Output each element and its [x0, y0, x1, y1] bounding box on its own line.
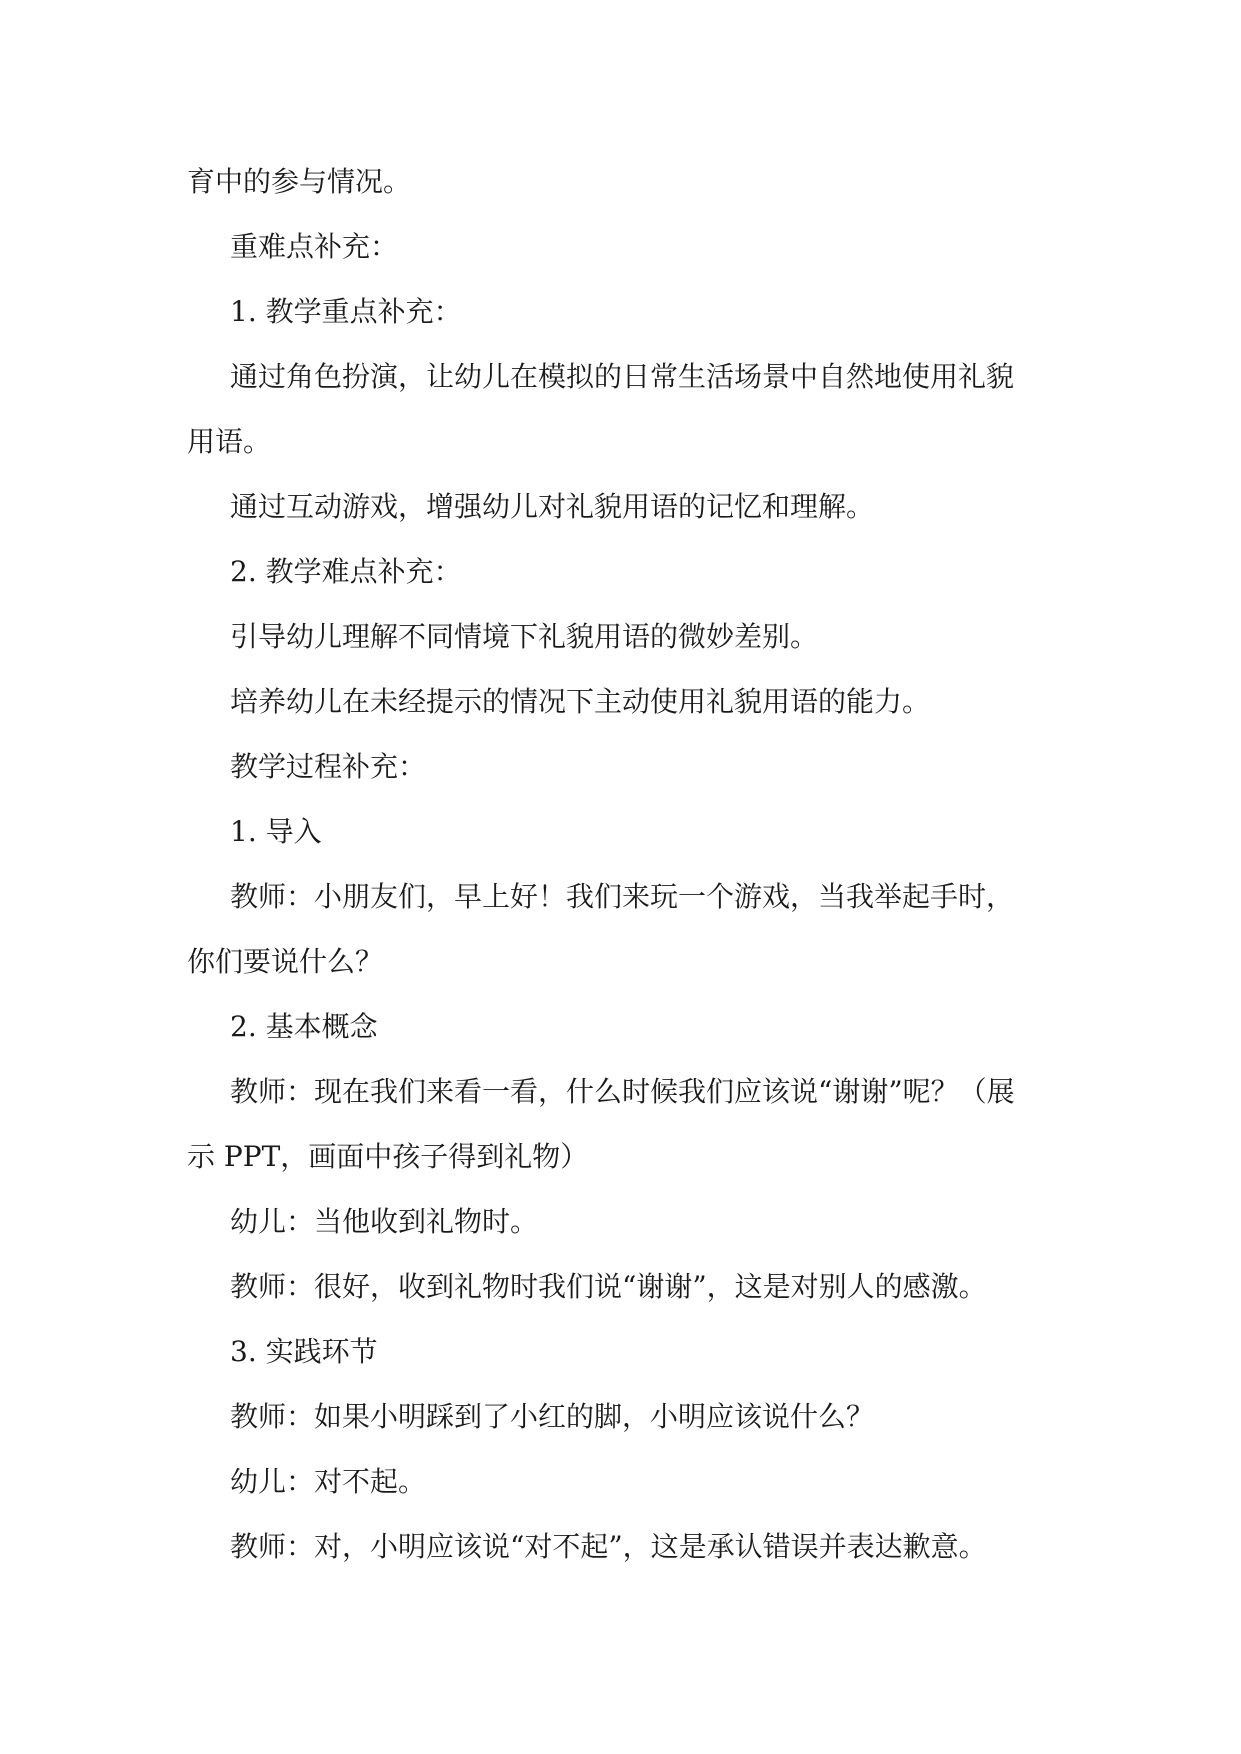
section-heading: 教学过程补充：: [230, 750, 427, 783]
text-line: 育中的参与情况。: [187, 165, 412, 198]
text-line: 通过互动游戏，增强幼儿对礼貌用语的记忆和理解。: [230, 490, 875, 523]
text-line: 幼儿：对不起。: [230, 1465, 427, 1498]
text-line: 培养幼儿在未经提示的情况下主动使用礼貌用语的能力。: [230, 685, 931, 718]
text-line: 教师：小朋友们，早上好！我们来玩一个游戏，当我举起手时，: [230, 880, 1015, 913]
subsection-heading: 3. 实践环节: [230, 1335, 378, 1368]
text-line: 教师：很好，收到礼物时我们说“谢谢”，这是对别人的感激。: [230, 1270, 987, 1303]
subsection-heading: 1. 教学重点补充：: [230, 295, 462, 328]
subsection-heading: 1. 导入: [230, 815, 322, 848]
text-line: 引导幼儿理解不同情境下礼貌用语的微妙差别。: [230, 620, 819, 653]
text-line: 教师：对，小明应该说“对不起”，这是承认错误并表达歉意。: [230, 1530, 987, 1563]
text-line: 幼儿：当他收到礼物时。: [230, 1205, 539, 1238]
subsection-heading: 2. 基本概念: [230, 1010, 378, 1043]
text-line: 示 PPT，画面中孩子得到礼物）: [187, 1140, 589, 1173]
text-line: 用语。: [187, 425, 272, 458]
section-heading: 重难点补充：: [230, 230, 399, 263]
text-line: 教师：如果小明踩到了小红的脚，小明应该说什么？: [230, 1400, 875, 1433]
text-line: 教师：现在我们来看一看，什么时候我们应该说“谢谢”呢？（展: [230, 1075, 1015, 1108]
text-line: 通过角色扮演，让幼儿在模拟的日常生活场景中自然地使用礼貌: [230, 360, 1015, 393]
text-line: 你们要说什么？: [187, 945, 384, 978]
subsection-heading: 2. 教学难点补充：: [230, 555, 462, 588]
